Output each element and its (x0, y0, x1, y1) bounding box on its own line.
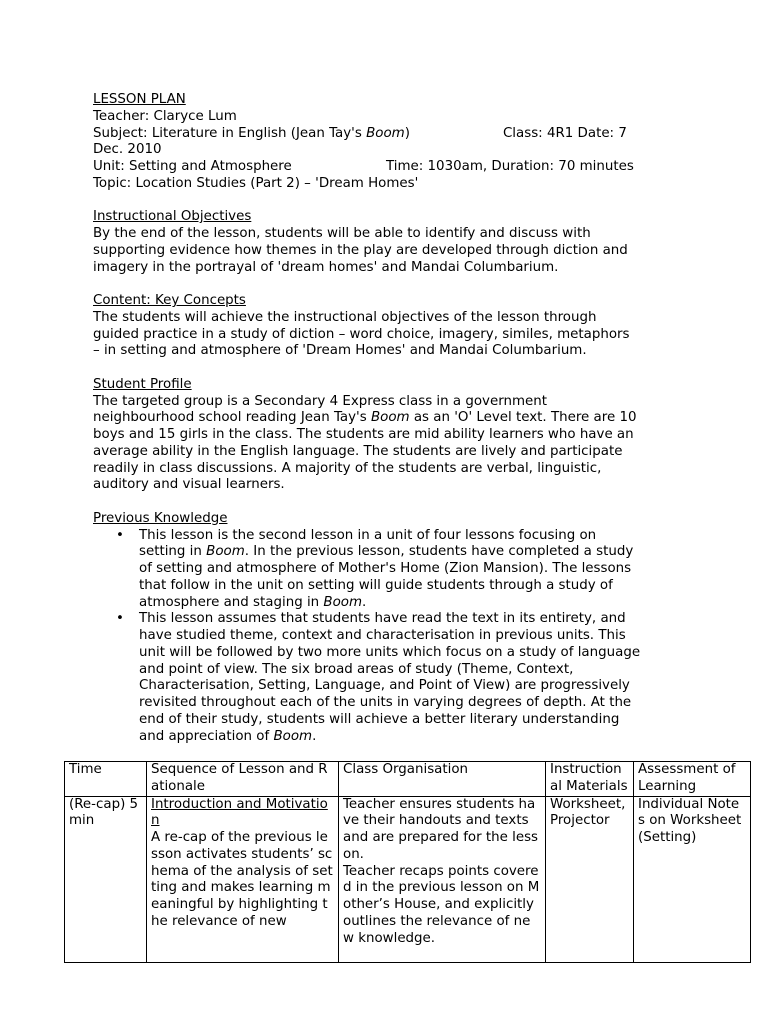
list-line: end of their study, students will achieve a better literary understanding (139, 711, 620, 727)
header-organisation: Class Organisation (339, 762, 546, 797)
subject-book: Boom (366, 125, 405, 141)
unit: Unit: Setting and Atmosphere (93, 159, 292, 174)
list-text: setting in (139, 544, 207, 560)
lesson-plan-body (93, 92, 693, 745)
organisation-text: Teacher ensures students have their handouts and texts and are prepared for the lesson. (343, 796, 539, 862)
subject-prefix: Subject: Literature in English (Jean Tay's (93, 125, 367, 141)
content-line: – in setting and atmosphere of 'Dream Homes' and Mandai Columbarium. (93, 343, 587, 359)
list-text: . In the previous lesson, students have completed a study (244, 544, 634, 560)
time-duration: Time: 1030am, Duration: 70 minutes (386, 159, 634, 174)
list-line: Characterisation, Setting, Language, and Point of View) are progressively (139, 678, 630, 694)
list-line (139, 544, 693, 561)
profile-line: average ability in the English language. The students are lively and participate (93, 443, 623, 459)
table-header-row (65, 762, 751, 797)
list-text: . (312, 728, 317, 744)
list-text: and appreciation of (139, 728, 274, 744)
profile-line: readily in class discussions. A majority of the students are verbal, linguistic, (93, 460, 602, 476)
profile-text: neighbourhood school reading Jean Tay's (93, 410, 371, 426)
list-line (139, 729, 693, 746)
profile-line: The targeted group is a Secondary 4 Express class in a government (93, 393, 547, 409)
profile-text: as an 'O' Level text. There are 10 (409, 410, 637, 426)
header-materials: Instructional Materials (546, 762, 634, 797)
book-title: Boom (370, 410, 410, 426)
lesson-table (64, 761, 751, 963)
document-title: LESSON PLAN (93, 92, 186, 107)
subject-line (93, 126, 693, 143)
list-text: . (362, 594, 367, 610)
content-heading: Content: Key Concepts (93, 293, 246, 308)
list-line: unit will be followed by two more units which focus on a study of language (139, 644, 641, 660)
organisation-text: Teacher recaps points covered in the previous lesson on Mother’s House, and explicitly outlines the relevance of new knowledge. (343, 863, 540, 946)
list-line: have studied theme, context and characterisation in previous units. This (139, 628, 626, 643)
class-date: Class: 4R1 Date: 7 (502, 125, 627, 141)
cell-time: (Re-cap) 5 min (65, 796, 147, 962)
objectives-line: imagery in the portrayal of 'dream homes' and Mandai Columbarium. (93, 259, 559, 275)
table-row (65, 796, 751, 962)
book-title: Boom (206, 544, 245, 560)
list-text: atmosphere and staging in (139, 594, 324, 610)
profile-heading: Student Profile (93, 376, 192, 392)
objectives-line: By the end of the lesson, students will be able to identify and discuss with (93, 226, 591, 241)
topic-line: Topic: Location Studies (Part 2) – 'Dream Homes' (93, 175, 419, 191)
profile-line (93, 410, 693, 427)
list-item (139, 528, 693, 612)
list-line: of setting and atmosphere of Mother's Home (Zion Mansion). The lessons (139, 561, 632, 576)
list-line: and point of view. The six broad areas of study (Theme, Context, (139, 661, 574, 677)
list-item (139, 611, 693, 745)
cell-materials: Worksheet, Projector (546, 796, 634, 962)
unit-time-line (93, 159, 693, 176)
objectives-heading: Instructional Objectives (93, 209, 252, 225)
list-line: • This lesson is the second lesson in a unit of four lessons focusing on (139, 527, 597, 543)
sequence-heading: Introduction and Motivation (151, 796, 328, 829)
cell-sequence (147, 796, 339, 962)
cell-organisation (339, 796, 546, 962)
previous-list (93, 528, 693, 746)
profile-line: boys and 15 girls in the class. The students are mid ability learners who have an (93, 427, 634, 442)
list-line: that follow in the unit on setting will guide students through a study of (139, 577, 613, 593)
list-line: • This lesson assumes that students have read the text in its entirety, and (139, 611, 626, 627)
date-continued: Dec. 2010 (93, 142, 162, 158)
teacher-line: Teacher: Claryce Lum (93, 108, 237, 124)
header-time: Time (65, 762, 147, 797)
book-title: Boom (273, 728, 313, 744)
previous-heading: Previous Knowledge (93, 510, 228, 526)
objectives-line: supporting evidence how themes in the play are developed through diction and (93, 242, 628, 258)
sequence-text: A re-cap of the previous lesson activates students’ schema of the analysis of setting and makes learning meaningful by highlighting the relevance of new (151, 830, 333, 929)
subject-suffix: ) (404, 125, 410, 141)
header-assessment: Assessment of Learning (634, 762, 751, 797)
list-line: revisited throughout each of the units in varying degrees of depth. At the (139, 695, 632, 710)
list-line (139, 595, 693, 612)
cell-assessment: Individual Notes on Worksheet (Setting) (634, 796, 751, 962)
profile-line: auditory and visual learners. (93, 477, 285, 493)
content-line: guided practice in a study of diction – word choice, imagery, similes, metaphors (93, 326, 630, 342)
header-sequence: Sequence of Lesson and Rationale (147, 762, 339, 797)
book-title: Boom (323, 594, 363, 610)
content-line: The students will achieve the instructional objectives of the lesson through (93, 309, 597, 325)
